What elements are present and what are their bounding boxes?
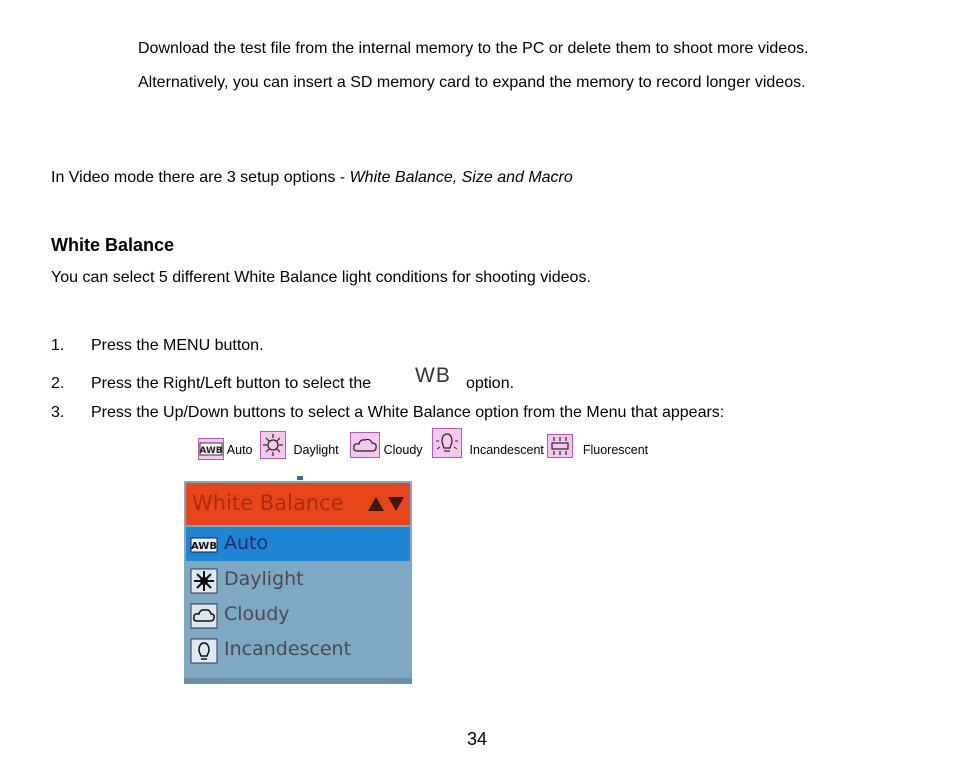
intro-line-2: Alternatively, you can insert a SD memory card to expand the memory to record longer videos. xyxy=(138,74,806,91)
menu-title: White Balance xyxy=(192,491,344,515)
menu-item-daylight[interactable] xyxy=(186,563,410,597)
menu-item-label: Incandescent xyxy=(224,638,352,660)
fluorescent-icon xyxy=(547,434,573,458)
bulb-icon xyxy=(190,638,218,664)
white-balance-menu xyxy=(184,481,412,684)
section-heading: White Balance xyxy=(51,235,175,255)
legend-label-cloudy: Cloudy xyxy=(383,443,423,458)
intro-line-1: Download the test file from the internal memory to the PC or delete them to shoot more videos. xyxy=(138,40,809,57)
menu-header xyxy=(186,483,410,525)
page-number: 34 xyxy=(467,729,488,749)
svg-text:AWB: AWB xyxy=(191,541,217,552)
legend-label-incandescent: Incandescent xyxy=(469,443,544,458)
sun-icon xyxy=(190,568,218,594)
svg-text:AWB: AWB xyxy=(199,446,223,456)
legend-label-daylight: Daylight xyxy=(293,443,339,458)
daylight-icon xyxy=(260,431,286,459)
step-2-number: 2. xyxy=(51,375,65,392)
step-1-number: 1. xyxy=(51,337,65,354)
setup-options-list: White Balance, Size and Macro xyxy=(349,169,573,186)
wb-icon-legend xyxy=(198,434,648,464)
wb-menu-icon: WB xyxy=(415,364,451,387)
step-3-text: Press the Up/Down buttons to select a White Balance option from the Menu that appears: xyxy=(91,404,725,421)
step-1-text: Press the MENU button. xyxy=(91,337,264,354)
menu-item-label: Cloudy xyxy=(224,603,290,625)
menu-item-auto[interactable] xyxy=(186,527,410,561)
step-2-text: Press the Right/Left button to select the xyxy=(91,375,372,392)
setup-options-text xyxy=(51,168,573,188)
legend-label-fluorescent: Fluorescent xyxy=(582,443,649,458)
awb-icon xyxy=(190,532,218,558)
menu-item-label: Daylight xyxy=(224,568,304,590)
menu-item-incandescent[interactable] xyxy=(186,633,410,667)
cloudy-icon xyxy=(350,432,380,458)
step-2-text-after: option. xyxy=(466,375,515,392)
step-3-number: 3. xyxy=(51,404,65,421)
awb-icon xyxy=(198,438,224,460)
section-description: You can select 5 different White Balance light conditions for shooting videos. xyxy=(51,269,591,286)
menu-bottom-edge xyxy=(184,678,412,684)
legend-label-auto: Auto xyxy=(226,443,253,458)
incandescent-icon xyxy=(432,428,462,458)
setup-prefix: In Video mode there are 3 setup options - xyxy=(51,169,350,186)
cloud-icon xyxy=(190,603,218,629)
menu-item-cloudy[interactable] xyxy=(186,598,410,632)
menu-marker xyxy=(297,476,303,480)
up-down-arrows-icon xyxy=(366,495,406,517)
menu-item-label: Auto xyxy=(224,532,269,554)
